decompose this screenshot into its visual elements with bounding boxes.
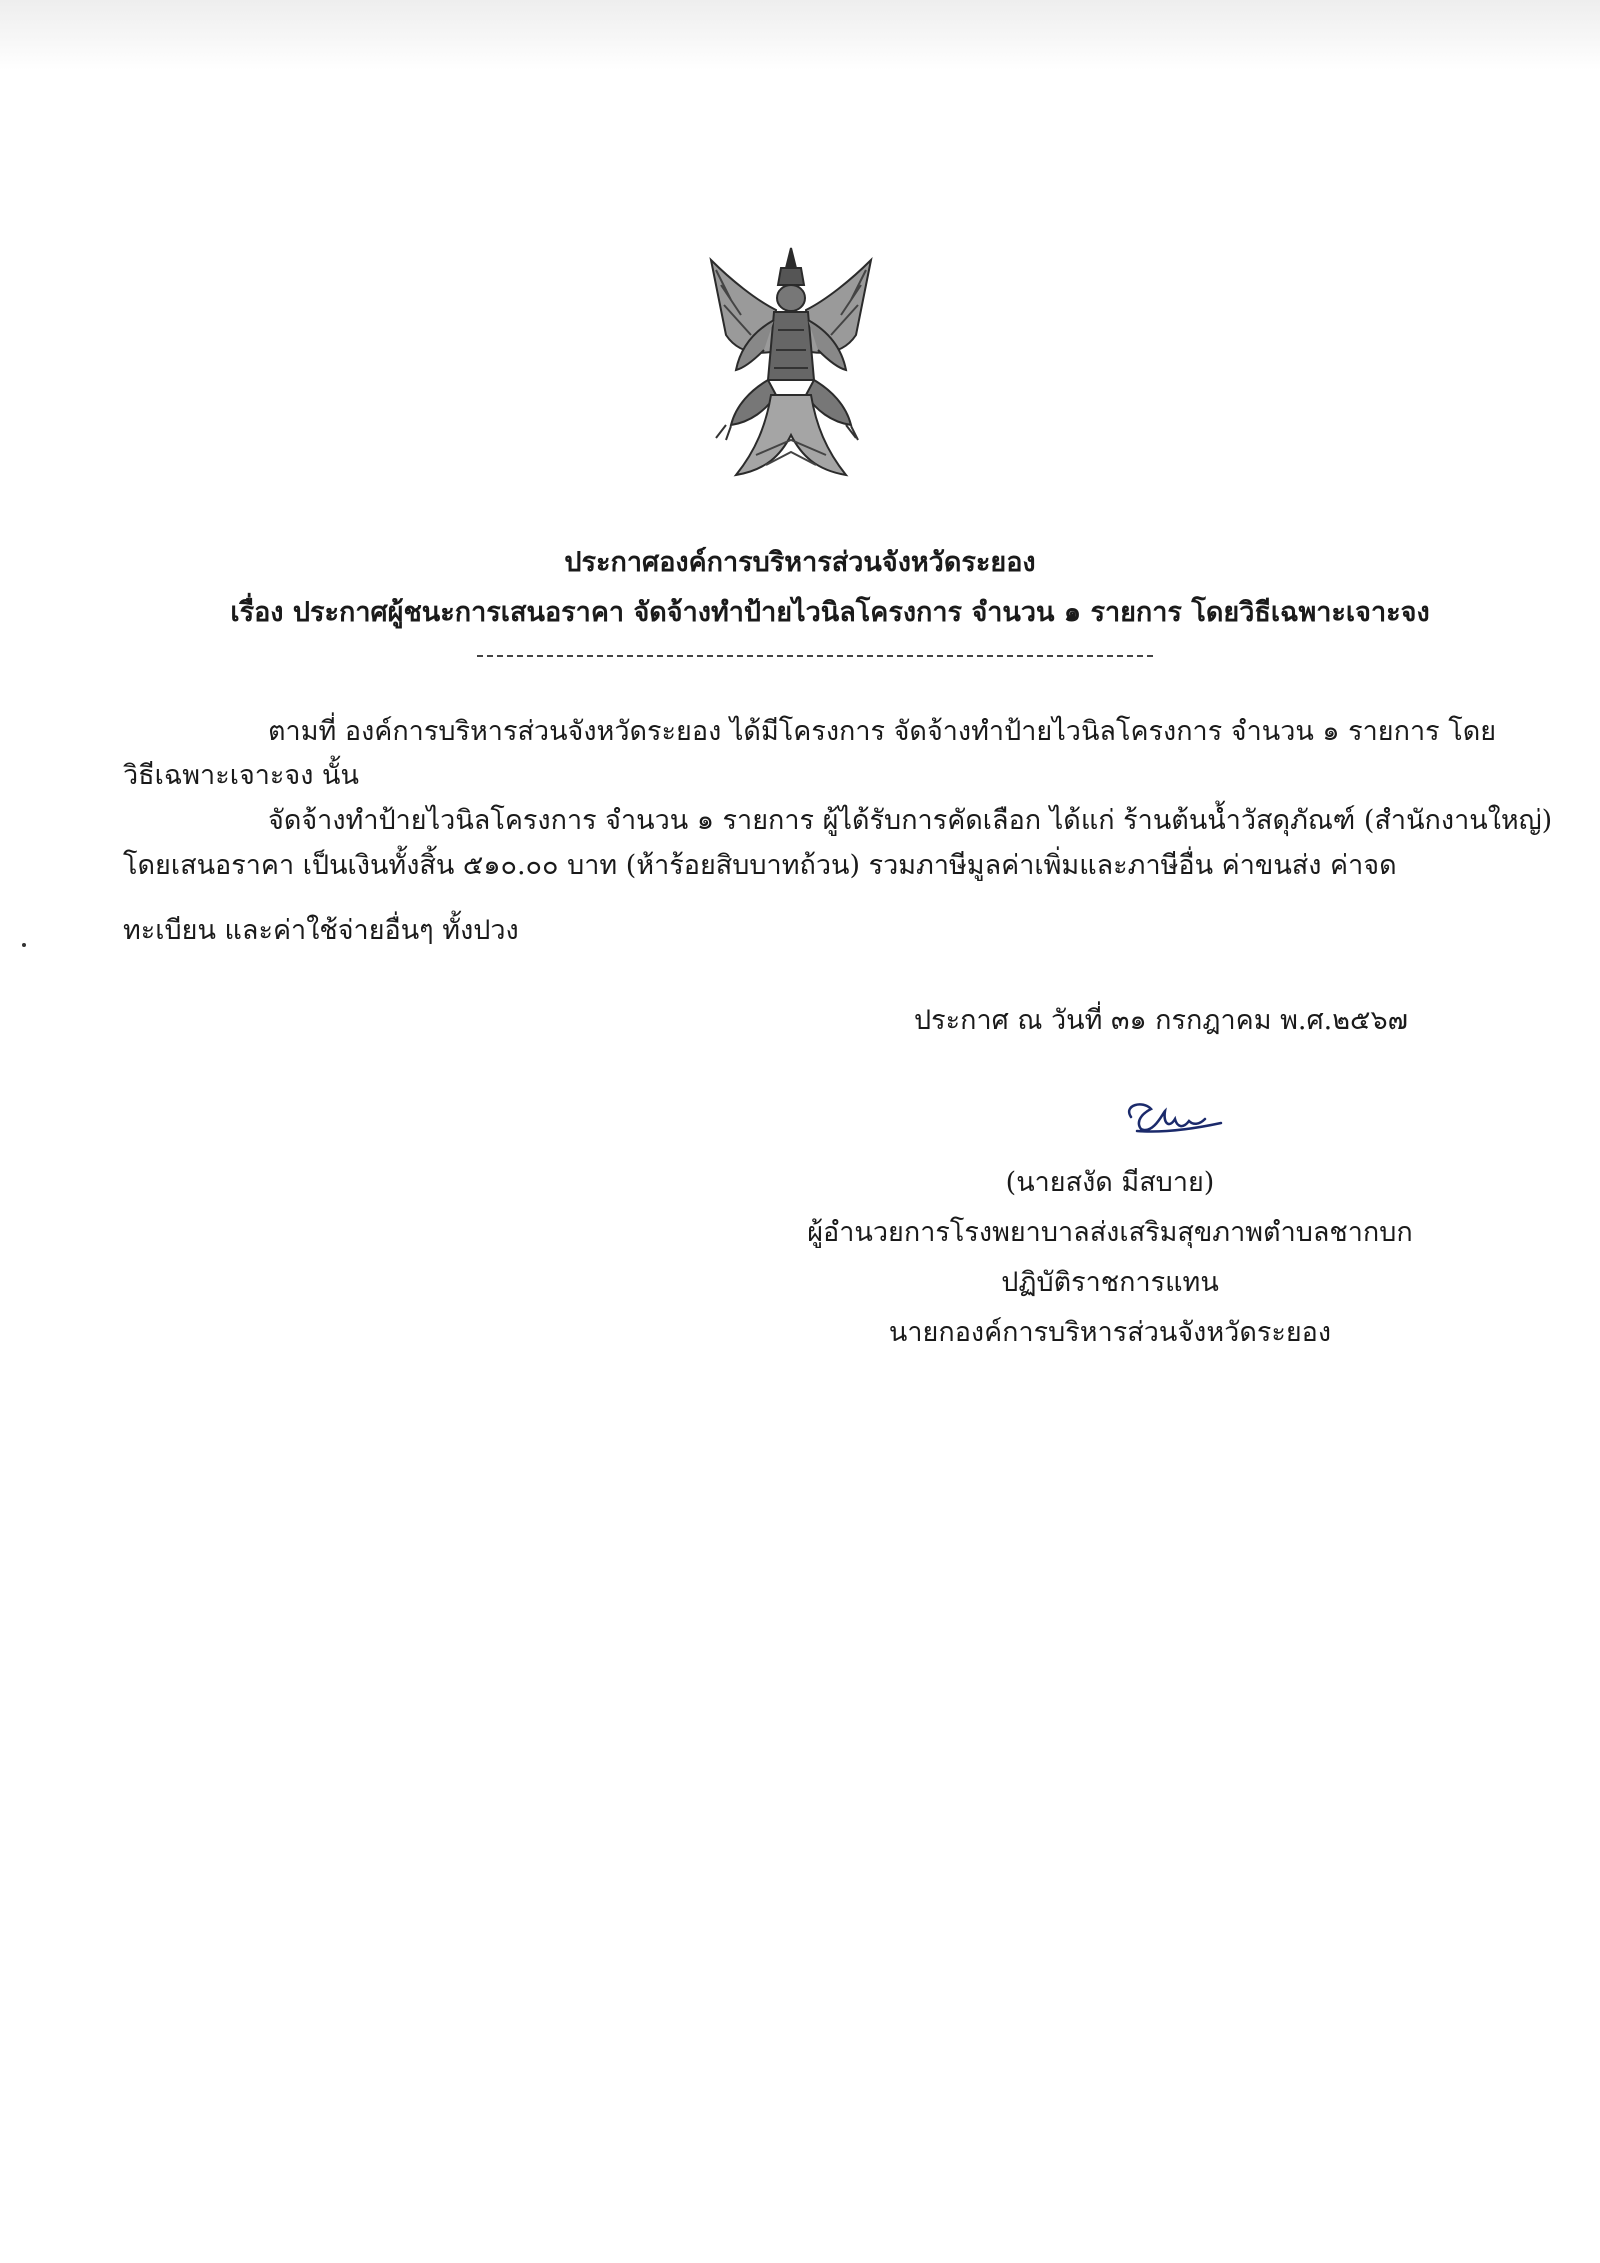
- signatory-position: ผู้อำนวยการโรงพยาบาลส่งเสริมสุขภาพตำบลชากบก: [807, 1217, 1413, 1248]
- paragraph-2-line-3: ทะเบียน และค่าใช้จ่ายอื่นๆ ทั้งปวง: [123, 915, 519, 946]
- signatory-name: (นายสงัด มีสบาย): [1005, 1167, 1215, 1198]
- paragraph-1-line-2: วิธีเฉพาะเจาะจง นั้น: [123, 760, 359, 791]
- signatory-on-behalf-of: นายกองค์การบริหารส่วนจังหวัดระยอง: [888, 1317, 1332, 1348]
- scan-speck: [22, 943, 26, 947]
- signatory-acting: ปฏิบัติราชการแทน: [1001, 1267, 1219, 1298]
- announcement-title: ประกาศองค์การบริหารส่วนจังหวัดระยอง: [564, 547, 1036, 578]
- announcement-subject: เรื่อง ประกาศผู้ชนะการเสนอราคา จัดจ้างทำป้ายไวนิลโครงการ จำนวน ๑ รายการ โดยวิธีเฉพาะเจาะจง: [230, 597, 1430, 628]
- garuda-emblem-icon: [696, 240, 886, 490]
- title-separator: [477, 655, 1153, 657]
- paragraph-1-line-1: ตามที่ องค์การบริหารส่วนจังหวัดระยอง ได้มีโครงการ จัดจ้างทำป้ายไวนิลโครงการ จำนวน ๑ รายการ โดย: [268, 716, 1497, 747]
- paragraph-2-line-2: โดยเสนอราคา เป็นเงินทั้งสิ้น ๕๑๐.๐๐ บาท (ห้าร้อยสิบบาทถ้วน) รวมภาษีมูลค่าเพิ่มและภาษีอื่น ค่าขนส่ง ค่าจด: [123, 850, 1397, 881]
- handwritten-signature-icon: [1113, 1095, 1233, 1145]
- announcement-date: ประกาศ ณ วันที่ ๓๑ กรกฎาคม พ.ศ.๒๕๖๗: [914, 1005, 1408, 1036]
- paragraph-2-line-1: จัดจ้างทำป้ายไวนิลโครงการ จำนวน ๑ รายการ ผู้ได้รับการคัดเลือก ได้แก่ ร้านต้นน้ำวัสดุภัณฑ์ (สำนักงานใหญ่): [268, 805, 1553, 836]
